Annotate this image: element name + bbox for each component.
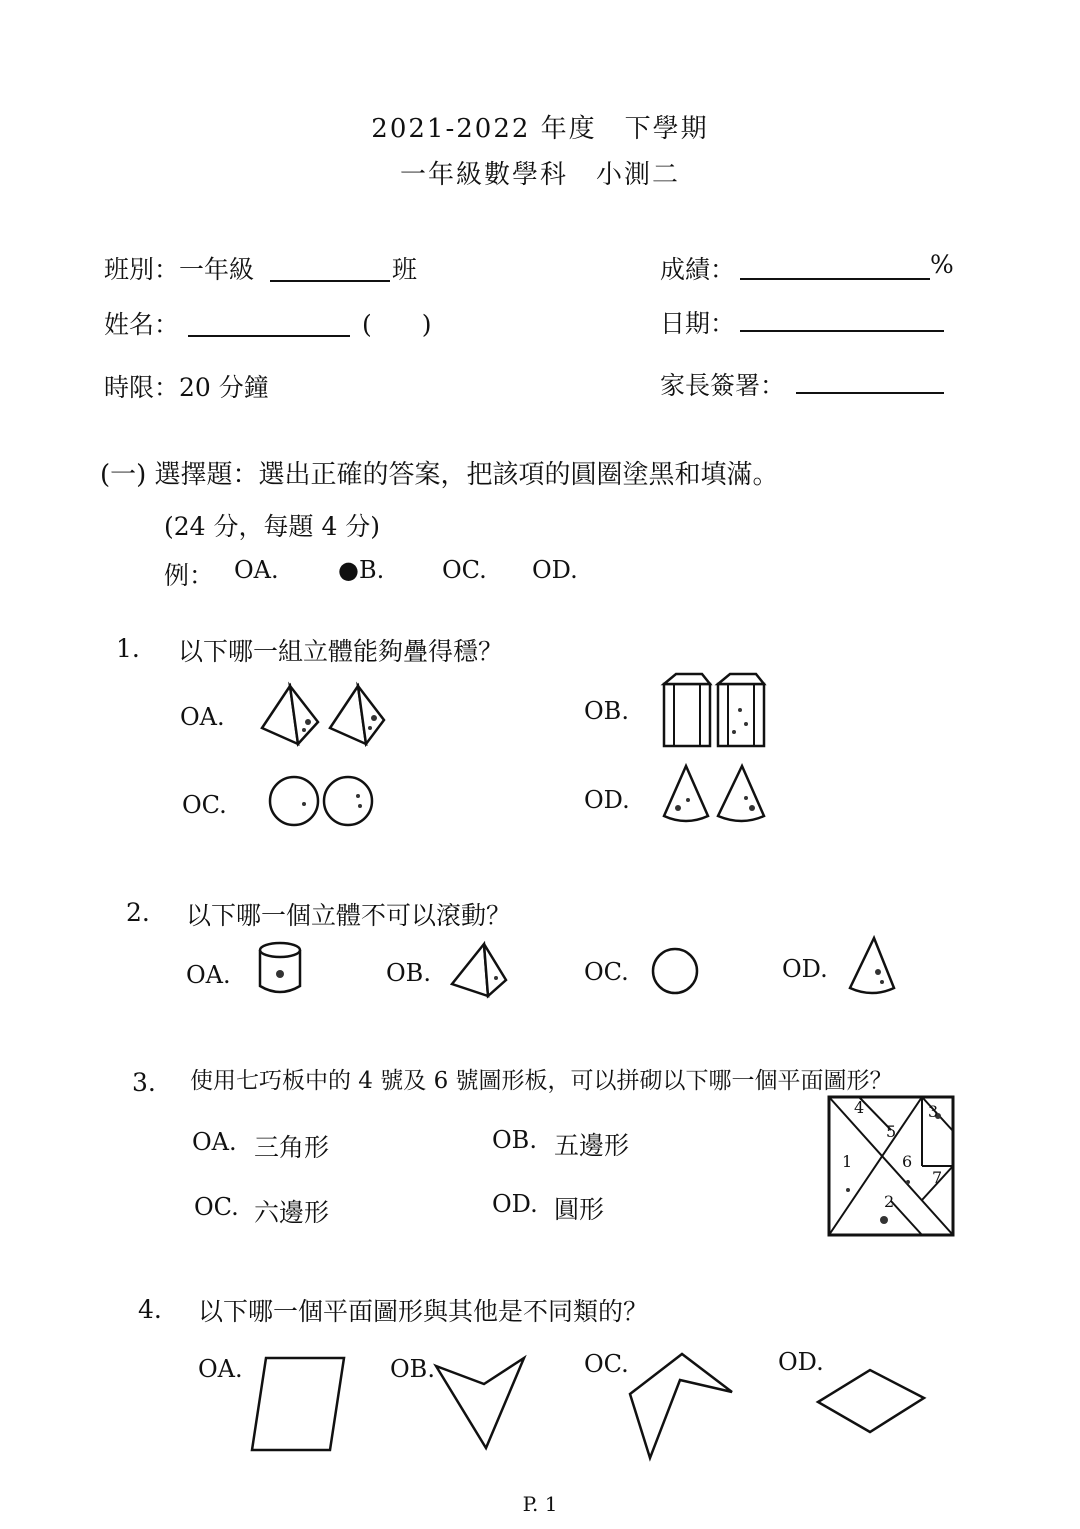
q2-text: 以下哪一個立體不可以滾動？ bbox=[186, 901, 512, 930]
tangram-figure bbox=[828, 1096, 954, 1236]
q2-option-c[interactable]: OC. bbox=[584, 958, 629, 986]
q3-option-b[interactable]: OB. bbox=[492, 1126, 537, 1154]
tangram-number-2: 2 bbox=[884, 1192, 895, 1211]
class-field[interactable] bbox=[270, 280, 390, 282]
q4-image-arrowhead bbox=[432, 1354, 528, 1452]
tangram-number-7: 7 bbox=[932, 1168, 943, 1187]
q3-number: 3. bbox=[132, 1068, 156, 1097]
date-label: 日期： bbox=[660, 309, 736, 338]
example-option-b-filled: ●B. bbox=[338, 556, 385, 584]
q4-number: 4. bbox=[138, 1295, 162, 1324]
q2-image-sphere bbox=[650, 946, 700, 996]
q1-number: 1. bbox=[116, 634, 140, 663]
q4-option-d[interactable]: OD. bbox=[778, 1348, 824, 1376]
q1-text: 以下哪一組立體能夠疊得穩？ bbox=[178, 637, 504, 666]
tangram-number-3: 3 bbox=[928, 1102, 939, 1121]
class-number-paren: ( ) bbox=[362, 310, 432, 339]
section-marks: (24 分，每題 4 分) bbox=[164, 512, 381, 541]
name-field[interactable] bbox=[188, 335, 350, 337]
name-label: 姓名： bbox=[104, 310, 180, 339]
tangram-number-6: 6 bbox=[902, 1152, 913, 1171]
q2-image-pyramid bbox=[448, 940, 512, 1000]
q3-option-a[interactable]: OA. bbox=[192, 1128, 237, 1156]
example-label: 例： bbox=[164, 561, 215, 590]
q4-option-b[interactable]: OB. bbox=[390, 1355, 435, 1383]
q4-image-chevron bbox=[626, 1350, 736, 1462]
q3-option-c-text: 六邊形 bbox=[254, 1198, 330, 1227]
score-percent: % bbox=[930, 250, 954, 279]
tangram-number-1: 1 bbox=[842, 1152, 853, 1171]
q4-option-c[interactable]: OC. bbox=[584, 1350, 629, 1378]
class-suffix: 班 bbox=[392, 255, 418, 284]
time-limit: 時限：20 分鐘 bbox=[104, 373, 269, 402]
score-field[interactable] bbox=[740, 278, 930, 280]
tangram-number-4: 4 bbox=[854, 1098, 865, 1117]
q4-option-a[interactable]: OA. bbox=[198, 1355, 243, 1383]
example-option-a: OA. bbox=[234, 556, 279, 584]
q1-image-two-prisms bbox=[662, 670, 772, 750]
q3-option-c[interactable]: OC. bbox=[194, 1193, 239, 1221]
q2-image-cone bbox=[846, 936, 898, 998]
q1-option-b[interactable]: OB. bbox=[584, 697, 629, 725]
page-number: P. 1 bbox=[522, 1492, 558, 1516]
q4-image-rhombus bbox=[814, 1366, 928, 1436]
q1-option-d[interactable]: OD. bbox=[584, 786, 630, 814]
class-label: 班別：一年級 bbox=[104, 255, 255, 284]
q2-number: 2. bbox=[126, 898, 150, 927]
q1-image-two-spheres bbox=[268, 774, 378, 828]
date-field[interactable] bbox=[740, 330, 944, 332]
page-title: 2021-2022 年度 下學期 bbox=[371, 114, 709, 144]
score-label: 成績： bbox=[660, 255, 736, 284]
section-heading: (一) 選擇題：選出正確的答案，把該項的圓圈塗黑和填滿。 bbox=[100, 460, 779, 490]
parent-sign-label: 家長簽署： bbox=[660, 371, 786, 400]
q3-text: 使用七巧板中的 4 號及 6 號圖形板，可以拼砌以下哪一個平面圖形？ bbox=[190, 1068, 893, 1094]
page-subtitle: 一年級數學科 小測二 bbox=[399, 160, 680, 190]
q1-image-two-pyramids bbox=[258, 682, 388, 746]
q1-option-a[interactable]: OA. bbox=[180, 703, 225, 731]
parent-sign-field[interactable] bbox=[796, 392, 944, 394]
q2-option-b[interactable]: OB. bbox=[386, 959, 431, 987]
q3-option-a-text: 三角形 bbox=[254, 1133, 330, 1162]
q1-option-c[interactable]: OC. bbox=[182, 791, 227, 819]
q1-image-two-cones bbox=[660, 764, 770, 828]
q2-option-a[interactable]: OA. bbox=[186, 961, 231, 989]
q3-option-d[interactable]: OD. bbox=[492, 1190, 538, 1218]
q4-image-parallelogram bbox=[248, 1354, 348, 1454]
tangram-number-5: 5 bbox=[886, 1122, 897, 1141]
q2-image-cylinder bbox=[256, 940, 306, 998]
example-option-d: OD. bbox=[532, 556, 578, 584]
q3-option-d-text: 圓形 bbox=[554, 1195, 605, 1224]
q2-option-d[interactable]: OD. bbox=[782, 955, 828, 983]
example-option-c: OC. bbox=[442, 556, 487, 584]
q4-text: 以下哪一個平面圖形與其他是不同類的？ bbox=[198, 1297, 649, 1326]
q3-option-b-text: 五邊形 bbox=[554, 1131, 630, 1160]
